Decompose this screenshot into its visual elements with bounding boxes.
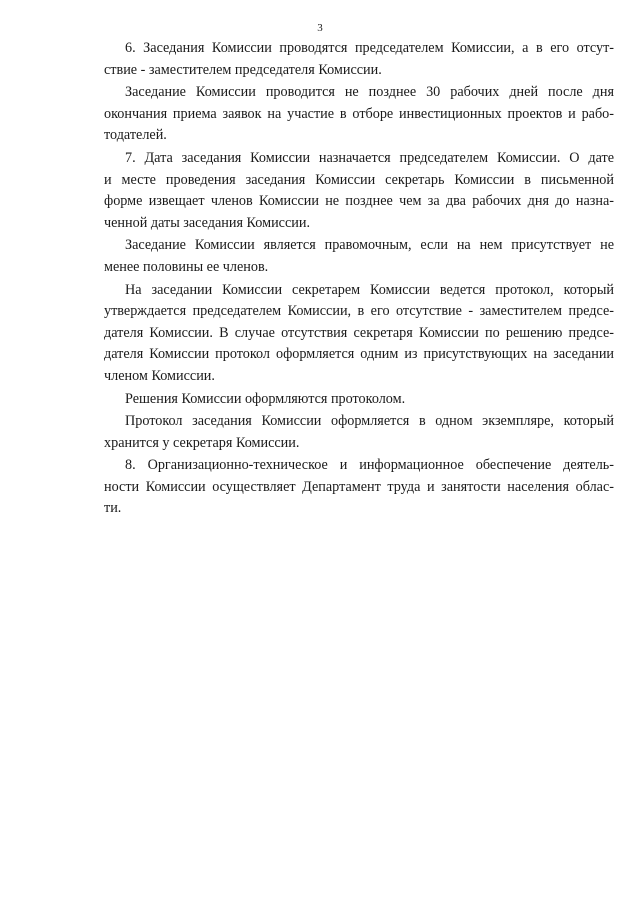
text-line: окончания приема заявок на участие в отборе инвестиционных проектов и рабо- <box>104 105 614 122</box>
paragraph-7 <box>104 148 614 234</box>
text-line: Протокол заседания Комиссии оформляется в одном экземпляре, который <box>125 413 614 430</box>
text-line: ченной даты заседания Комиссии. <box>104 214 311 231</box>
text-line: ствие - заместителем председателя Комиссии. <box>104 61 382 78</box>
text-line: ности Комиссии осуществляет Департамент труда и занятости населения облас- <box>104 478 614 495</box>
document-body <box>104 38 614 520</box>
text-line: Заседание Комиссии является правомочным, если на нем присутствует не <box>125 237 614 254</box>
text-line: дателя Комиссии. В случае отсутствия секретаря Комиссии по решению предсе- <box>104 324 614 341</box>
text-line: 6. Заседания Комиссии проводятся председателем Комиссии, а в его отсут- <box>125 40 614 56</box>
text-line: дателя Комиссии протокол оформляется одним из присутствующих на заседании <box>104 346 614 363</box>
text-line: 8. Организационно-техническое и информационное обеспечение деятель- <box>125 457 614 474</box>
page-number: 3 <box>317 22 323 34</box>
paragraph-6-deadline <box>104 82 614 147</box>
text-line: и месте проведения заседания Комиссии секретарь Комиссии в письменной <box>104 171 614 188</box>
text-line: Решения Комиссии оформляются протоколом. <box>125 390 406 407</box>
text-line: 7. Дата заседания Комиссии назначается председателем Комиссии. О дате <box>125 149 614 166</box>
text-line: утверждается председателем Комиссии, в его отсутствие - заместителем предсе- <box>104 303 614 320</box>
paragraph-8 <box>104 455 614 520</box>
paragraph-6 <box>104 38 614 81</box>
paragraph-7-quorum <box>104 235 614 278</box>
paragraph-7-protocol-storage <box>104 411 614 454</box>
text-line: форме извещает членов Комиссии не позднее чем за два рабочих дня до назна- <box>104 193 614 210</box>
text-line: Заседание Комиссии проводится не позднее 30 рабочих дней после дня <box>125 84 614 101</box>
text-line: менее половины ее членов. <box>104 258 269 275</box>
paragraph-7-protocol <box>104 280 614 388</box>
text-line: тодателей. <box>104 127 167 144</box>
text-line: хранится у секретаря Комиссии. <box>104 434 300 451</box>
text-line: членом Комиссии. <box>104 367 215 384</box>
text-line: ти. <box>104 500 122 517</box>
text-line: На заседании Комиссии секретарем Комиссии ведется протокол, который <box>125 281 614 298</box>
paragraph-7-decisions <box>104 389 614 411</box>
